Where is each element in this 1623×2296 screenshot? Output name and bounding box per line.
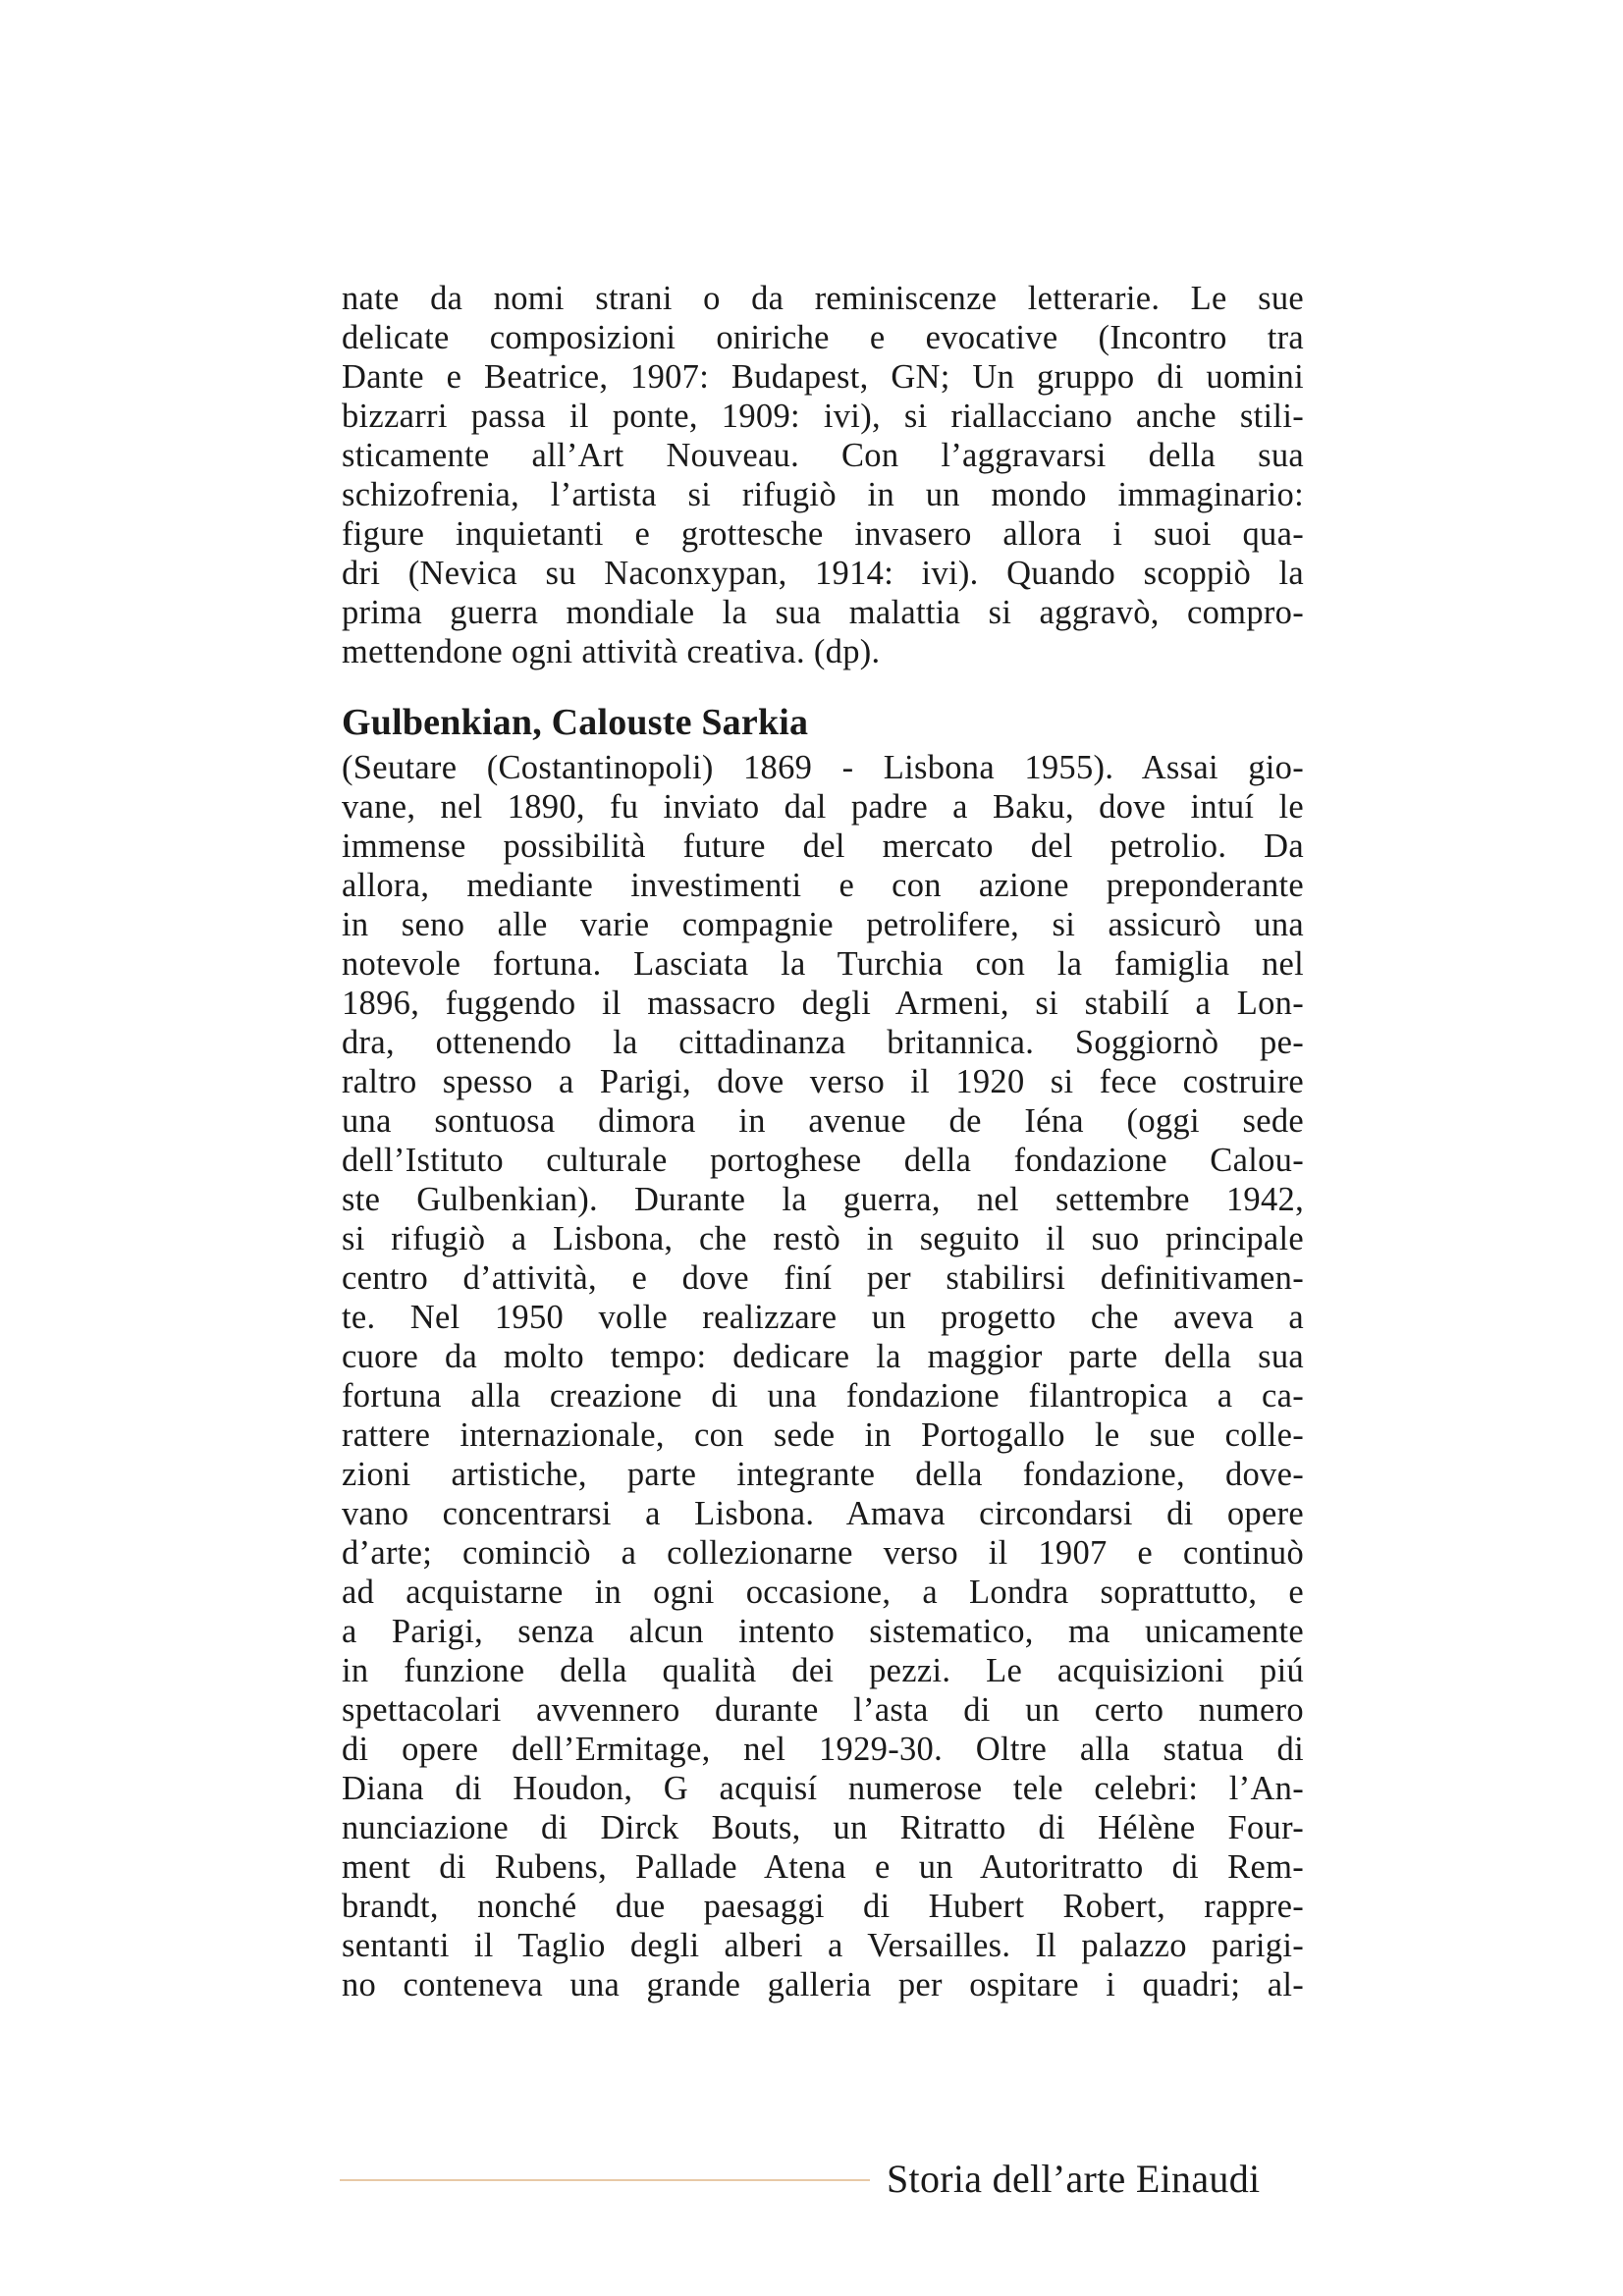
- text-line: sentanti il Taglio degli alberi a Versailles. Il palazzo parigi-: [342, 1927, 1304, 1964]
- text-line: delicate composizioni oniriche e evocative (Incontro tra: [342, 319, 1304, 356]
- text-line: fortuna alla creazione di una fondazione filantropica a ca-: [342, 1377, 1304, 1415]
- text-line: notevole fortuna. Lasciata la Turchia con la famiglia nel: [342, 945, 1304, 983]
- text-line: figure inquietanti e grottesche invasero allora i suoi qua-: [342, 515, 1304, 553]
- encyclopedia-entry: [342, 699, 1304, 2004]
- text-line: a Parigi, senza alcun intento sistematico, ma unicamente: [342, 1613, 1304, 1650]
- text-line: in funzione della qualità dei pezzi. Le acquisizioni piú: [342, 1652, 1304, 1689]
- text-line: dell’Istituto culturale portoghese della fondazione Calou-: [342, 1142, 1304, 1179]
- text-line: schizofrenia, l’artista si rifugiò in un mondo immaginario:: [342, 476, 1304, 513]
- text-line: prima guerra mondiale la sua malattia si aggravò, compro-: [342, 594, 1304, 631]
- text-line: no conteneva una grande galleria per ospitare i quadri; al-: [342, 1966, 1304, 2003]
- text-line: si rifugiò a Lisbona, che restò in seguito il suo principale: [342, 1220, 1304, 1257]
- text-line: vano concentrarsi a Lisbona. Amava circondarsi di opere: [342, 1495, 1304, 1532]
- footer-divider: [340, 2179, 870, 2181]
- text-line: Diana di Houdon, G acquisí numerose tele celebri: l’An-: [342, 1770, 1304, 1807]
- text-line: Dante e Beatrice, 1907: Budapest, GN; Un gruppo di uomini: [342, 358, 1304, 396]
- text-line: rattere internazionale, con sede in Portogallo le sue colle-: [342, 1416, 1304, 1454]
- text-line: zioni artistiche, parte integrante della fondazione, dove-: [342, 1456, 1304, 1493]
- text-line: allora, mediante investimenti e con azione preponderante: [342, 867, 1304, 904]
- text-line: raltro spesso a Parigi, dove verso il 1920 si fece costruire: [342, 1063, 1304, 1100]
- footer-book-title: Storia dell’arte Einaudi: [887, 2157, 1261, 2201]
- text-line: bizzarri passa il ponte, 1909: ivi), si riallacciano anche stili-: [342, 398, 1304, 435]
- text-line: in seno alle varie compagnie petrolifere, si assicurò una: [342, 906, 1304, 943]
- text-line: te. Nel 1950 volle realizzare un progetto che aveva a: [342, 1299, 1304, 1336]
- text-line: (Seutare (Costantinopoli) 1869 - Lisbona 1955). Assai gio-: [342, 749, 1304, 786]
- text-line: mettendone ogni attività creativa. (dp).: [342, 633, 881, 670]
- text-line: vane, nel 1890, fu inviato dal padre a Baku, dove intuí le: [342, 788, 1304, 826]
- text-line: una sontuosa dimora in avenue de Iéna (oggi sede: [342, 1102, 1304, 1140]
- text-line: brandt, nonché due paesaggi di Hubert Robert, rappre-: [342, 1888, 1304, 1925]
- intro-paragraph: [342, 279, 1304, 671]
- text-line: dri (Nevica su Naconxypan, 1914: ivi). Quando scoppiò la: [342, 555, 1304, 592]
- text-line: dra, ottenendo la cittadinanza britannica. Soggiornò pe-: [342, 1024, 1304, 1061]
- text-line: immense possibilità future del mercato del petrolio. Da: [342, 828, 1304, 865]
- text-line: nunciazione di Dirck Bouts, un Ritratto di Hélène Four-: [342, 1809, 1304, 1846]
- entry-heading: Gulbenkian, Calouste Sarkia: [342, 702, 809, 743]
- text-line: nate da nomi strani o da reminiscenze letterarie. Le sue: [342, 280, 1304, 317]
- text-line: di opere dell’Ermitage, nel 1929-30. Oltre alla statua di: [342, 1731, 1304, 1768]
- text-line: centro d’attività, e dove finí per stabilirsi definitivamen-: [342, 1259, 1304, 1297]
- text-line: sticamente all’Art Nouveau. Con l’aggravarsi della sua: [342, 437, 1304, 474]
- text-line: spettacolari avvennero durante l’asta di un certo numero: [342, 1691, 1304, 1729]
- text-line: cuore da molto tempo: dedicare la maggior parte della sua: [342, 1338, 1304, 1375]
- text-line: ment di Rubens, Pallade Atena e un Autoritratto di Rem-: [342, 1848, 1304, 1886]
- text-line: ad acquistarne in ogni occasione, a Londra soprattutto, e: [342, 1574, 1304, 1611]
- text-line: d’arte; cominciò a collezionarne verso il 1907 e continuò: [342, 1534, 1304, 1572]
- text-line: ste Gulbenkian). Durante la guerra, nel settembre 1942,: [342, 1181, 1304, 1218]
- entry-body: [342, 748, 1304, 2004]
- text-line: 1896, fuggendo il massacro degli Armeni, si stabilí a Lon-: [342, 985, 1304, 1022]
